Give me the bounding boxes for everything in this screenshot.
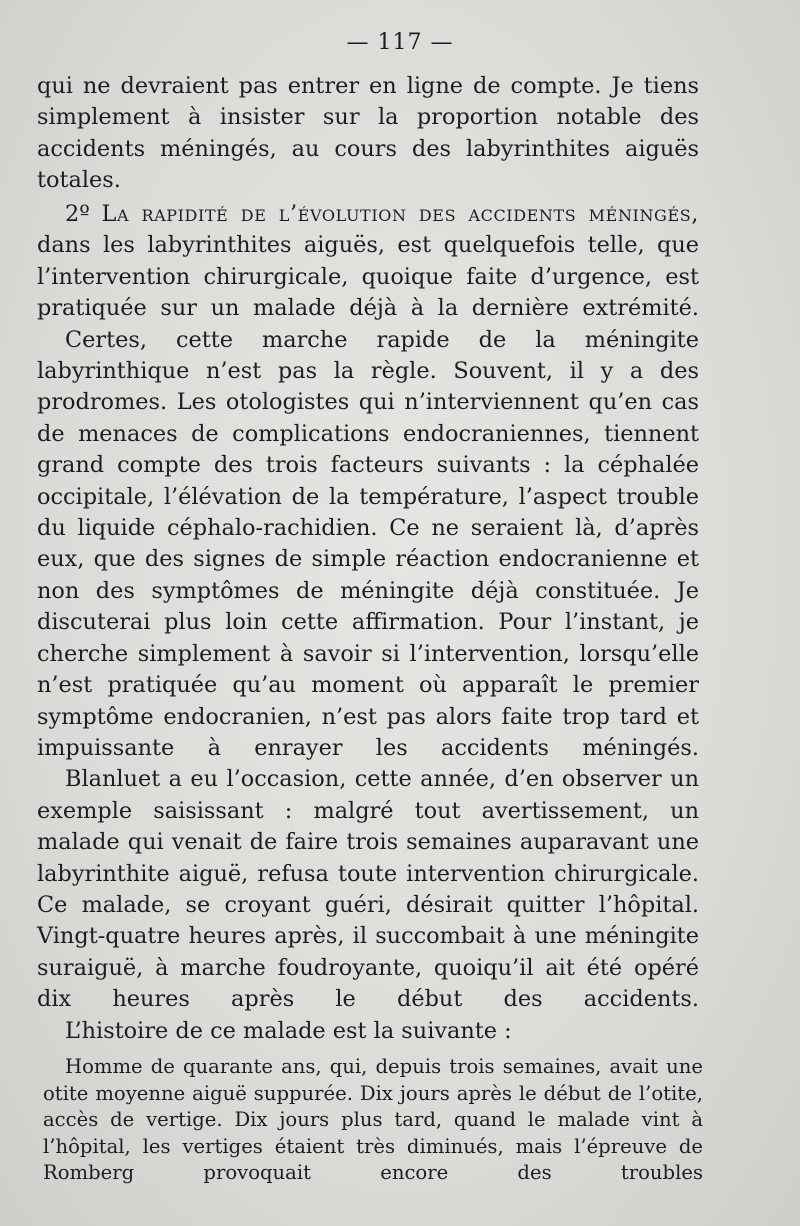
- case-report-block: [43, 1054, 703, 1187]
- text-block-main: [37, 199, 699, 1047]
- section-heading: La rapidité de l’évolution des accidents méningés,: [101, 201, 700, 227]
- page-number: — 117 —: [346, 30, 454, 55]
- paragraph-prodromes: Certes, cette marche rapide de la méningite labyrinthique n’est pas la règle. Souvent, il y a des prodromes. Les otologistes qui n’interviennent qu’en cas de menaces de complications endocraniennes, tiennent grand compte des trois facteurs suivants : la céphalée occipitale, l’élévation de la température, l’aspect trouble du liquide céphalo-rachidien. Ce ne seraient là, d’après eux, que des signes de simple réaction endocranienne et non des symptômes de méningite déjà constituée. Je discuterai plus loin cette affirmation. Pour l’instant, je cherche simplement à savoir si l’intervention, lorsqu’elle n’est pratiquée qu’au moment où apparaît le premier symptôme endocranien, n’est pas alors faite trop tard et impuissante à enrayer les accidents méningés.: [37, 326, 699, 761]
- section-number: 2º: [65, 201, 90, 227]
- text-block-top: [37, 71, 699, 197]
- section-paragraph-2: [37, 199, 699, 325]
- paragraph-continuation: qui ne devraient pas entrer en ligne de compte. Je tiens simplement à insister sur la proportion notable des accidents méningés, au cours des labyrinthites aiguës totales.: [37, 73, 699, 194]
- paragraph-blanluet: Blanluet a eu l’occasion, cette année, d’en observer un exemple saisissant : malgré tout avertissement, un malade qui venait de faire trois semaines auparavant une labyrinthite aiguë, refusa toute intervention chirurgicale. Ce malade, se croyant guéri, désirait quitter l’hôpital. Vingt-quatre heures après, il succombait à une méningite suraiguë, à marche foudroyante, quoiqu’il ait été opéré dix heures après le début des accidents.: [37, 766, 699, 1013]
- paragraph-history-intro: L’histoire de ce malade est la suivante :: [65, 1017, 512, 1044]
- section-text: dans les labyrinthites aiguës, est quelquefois telle, que l’intervention chirurgicale, quoique faite d’urgence, est pratiquée sur un malade déjà à la dernière extrémité.: [37, 232, 699, 322]
- case-report-text: Homme de quarante ans, qui, depuis trois semaines, avait une otite moyenne aiguë suppurée. Dix jours après le début de l’otite, accès de vertige. Dix jours plus tard, quand le malade vint à l’hôpital, les vertiges étaient très diminués, mais l’épreuve de Romberg provoquait encore des troubles: [43, 1055, 703, 1184]
